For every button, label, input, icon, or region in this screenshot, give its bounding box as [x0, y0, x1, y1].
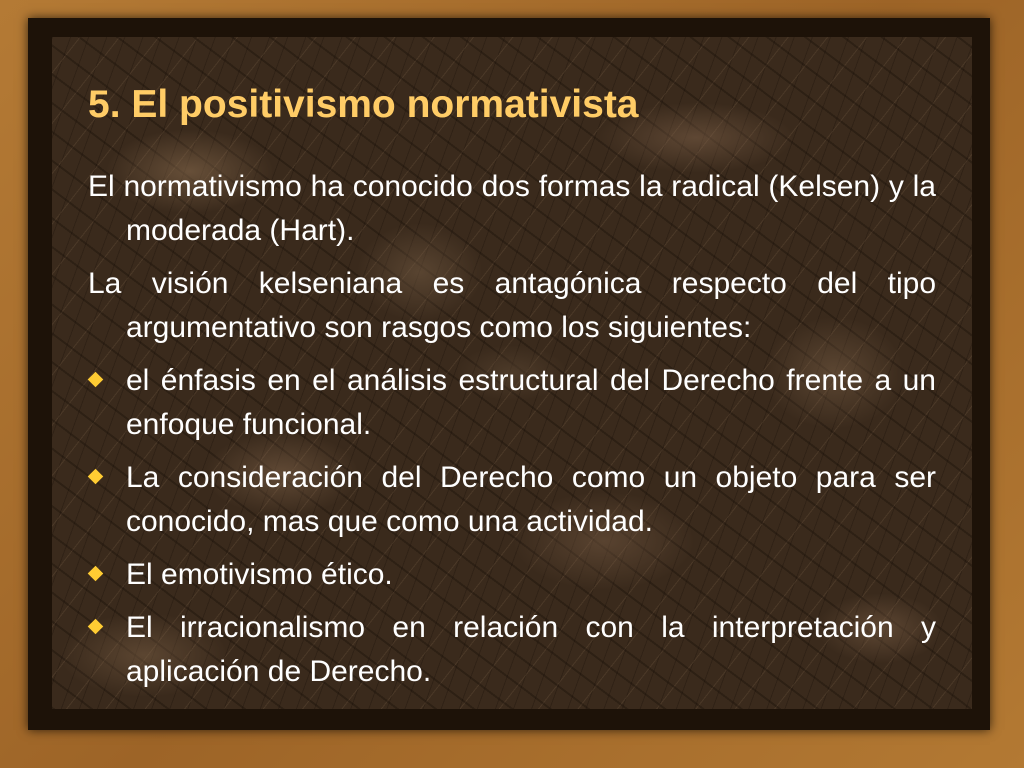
bullet-item-1 — [88, 359, 936, 447]
diamond-bullet-icon — [88, 469, 104, 485]
diamond-bullet-icon — [88, 372, 104, 388]
diamond-bullet-icon — [88, 619, 104, 635]
slide-canvas — [52, 37, 972, 709]
bullet-item-2 — [88, 456, 936, 544]
bullet-text-4: El irracionalismo en relación con la interpretación y aplicación de Derecho. — [126, 611, 936, 688]
bullet-text-1: el énfasis en el análisis estructural del Derecho frente a un enfoque funcional. — [126, 364, 936, 441]
bullet-item-3 — [88, 553, 936, 597]
slide-title: 5. El positivismo normativista — [88, 83, 639, 126]
bullet-text-2: La consideración del Derecho como un objeto para ser conocido, mas que como una actividad. — [126, 461, 936, 538]
slide-body — [88, 165, 936, 703]
diamond-bullet-icon — [88, 566, 104, 582]
body-paragraph-1: El normativismo ha conocido dos formas la radical (Kelsen) y la moderada (Hart). — [88, 170, 936, 247]
body-paragraph-2: La visión kelseniana es antagónica respecto del tipo argumentativo son rasgos como los siguientes: — [88, 267, 936, 344]
bullet-item-4 — [88, 606, 936, 694]
bullet-text-3: El emotivismo ético. — [126, 558, 393, 591]
